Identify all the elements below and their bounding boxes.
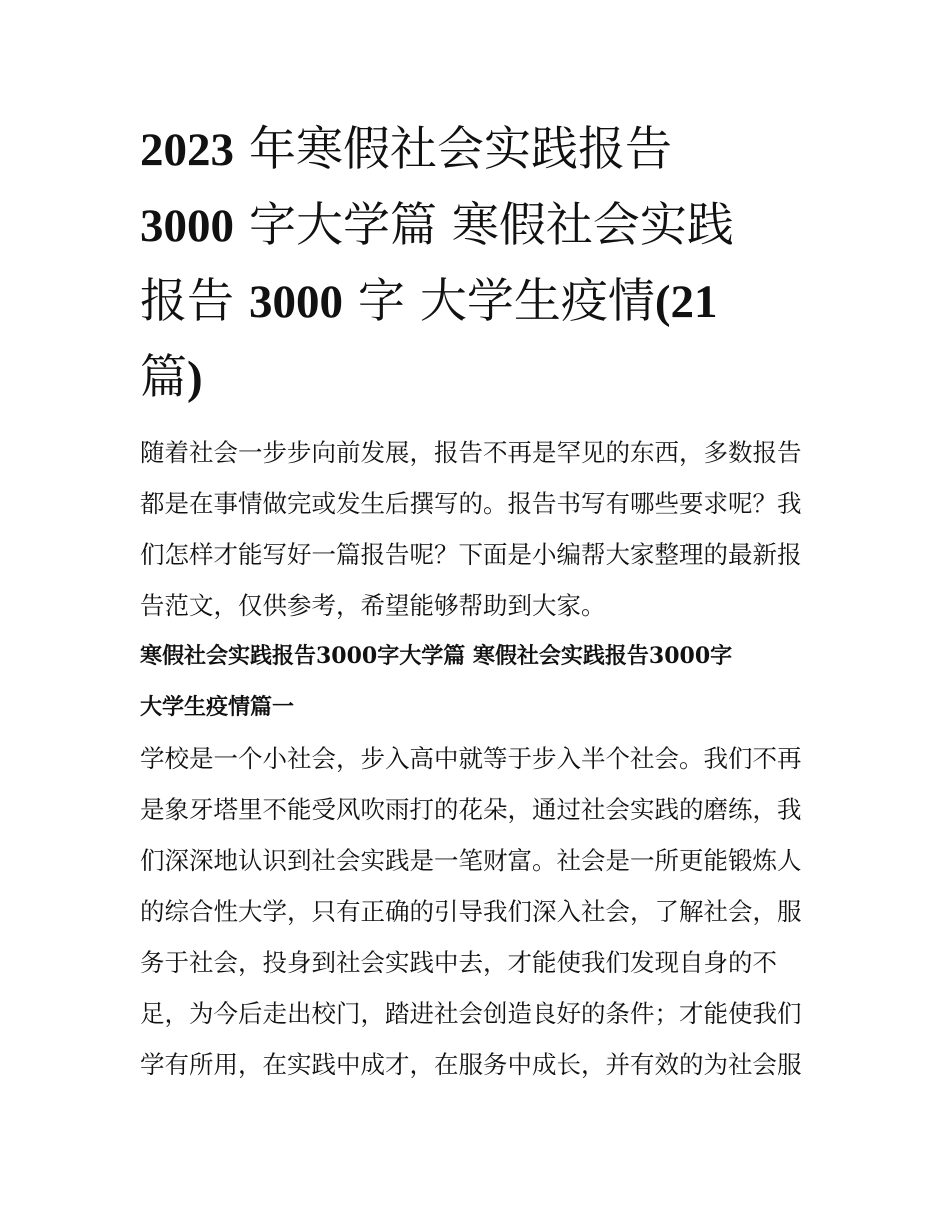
body-line: 务于社会，投身到社会实践中去，才能使我们发现自身的不: [140, 948, 777, 977]
section-heading-line: 大学生疫情篇一: [140, 694, 295, 720]
title-line: 3000 字大学篇 寒假社会实践: [140, 198, 734, 253]
body-line: 足，为今后走出校门，踏进社会创造良好的条件；才能使我们: [140, 999, 802, 1028]
body-line: 是象牙塔里不能受风吹雨打的花朵，通过社会实践的磨练，我: [140, 795, 802, 824]
section-heading: [140, 631, 812, 733]
document-title: [140, 112, 812, 416]
intro-line: 告范文，仅供参考，希望能够帮助到大家。: [140, 591, 606, 620]
intro-paragraph: [140, 427, 812, 631]
intro-line: 都是在事情做完或发生后撰写的。报告书写有哪些要求呢？我: [140, 489, 802, 518]
title-line: 报告 3000 字 大学生疫情(21: [140, 274, 718, 329]
body-paragraph: [140, 733, 812, 1090]
body-line: 的综合性大学，只有正确的引导我们深入社会，了解社会，服: [140, 897, 802, 926]
title-line: 篇): [140, 350, 203, 405]
section-heading-line: 寒假社会实践报告3000字大学篇 寒假社会实践报告3000字: [140, 643, 733, 669]
body-line: 学有所用，在实践中成才，在服务中成长，并有效的为社会服: [140, 1050, 802, 1079]
title-line: 2023 年寒假社会实践报告: [140, 122, 672, 177]
body-line: 们深深地认识到社会实践是一笔财富。社会是一所更能锻炼人: [140, 846, 802, 875]
document-page: [140, 112, 812, 1090]
body-line: 学校是一个小社会，步入高中就等于步入半个社会。我们不再: [140, 744, 802, 773]
intro-line: 们怎样才能写好一篇报告呢？下面是小编帮大家整理的最新报: [140, 540, 802, 569]
intro-line: 随着社会一步步向前发展，报告不再是罕见的东西，多数报告: [140, 438, 802, 467]
